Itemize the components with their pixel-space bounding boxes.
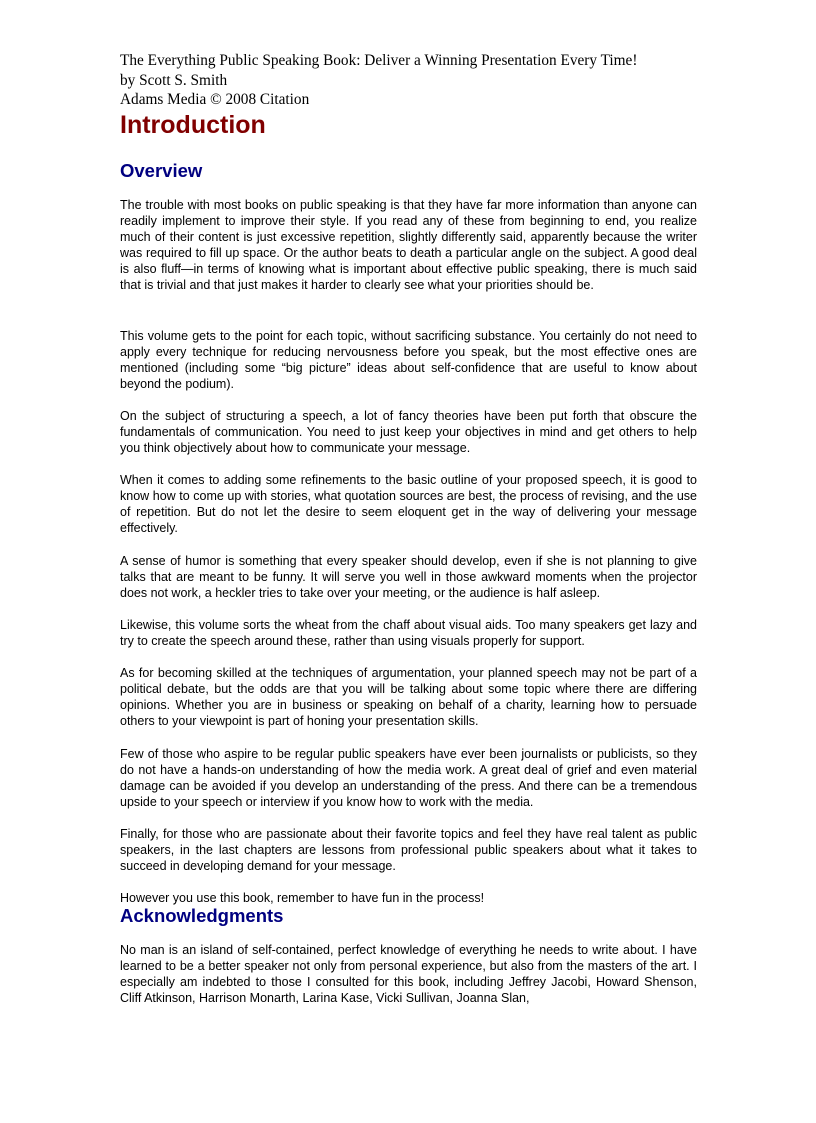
acknowledgments-paragraph: No man is an island of self-contained, perfect knowledge of everything he needs to write about. I have learned to be a better speaker not only from personal experience, but also from the masters of the art. I especially am indebted to those I consulted for this book, including Jeffrey Jacobi, Howard Shenson, Cliff Atkinson, Harrison Monarth, Larina Kase, Vicki Sullivan, Joanna Slan, [120,943,697,1005]
section-heading-acknowledgments: Acknowledgments [120,905,284,926]
overview-paragraph: On the subject of structuring a speech, a lot of fancy theories have been put forth that obscure the fundamentals of communication. You need to just keep your objectives in mind and get others to help you think objectively about how to communicate your message. [120,409,697,455]
citation-book-title: The Everything Public Speaking Book: Deliver a Winning Presentation Every Time! [120,52,638,69]
overview-paragraph: This volume gets to the point for each topic, without sacrificing substance. You certainly do not need to apply every technique for reducing nervousness before you speak, but the most effective ones are mentioned (including some “big picture” ideas about self-confidence that are useful to know about beyond the podium). [120,329,697,391]
overview-paragraph: A sense of humor is something that every speaker should develop, even if she is not planning to give talks that are meant to be funny. It will serve you well in those awkward moments when the projector does not work, a heckler tries to take over your meeting, or the audience is half asleep. [120,554,697,600]
overview-paragraph: Finally, for those who are passionate about their favorite topics and feel they have real talent as public speakers, in the last chapters are lessons from professional public speakers about what it takes to succeed in developing demand for your message. [120,827,697,873]
citation-publisher: Adams Media © 2008 Citation [120,91,310,108]
overview-paragraph: Few of those who aspire to be regular public speakers have ever been journalists or publicists, so they do not have a hands-on understanding of how the media work. A great deal of grief and even material damage can be avoided if you develop an understanding of the press. And there can be a tremendous upside to your speech or interview if you know how to work with the media. [120,747,697,809]
overview-paragraph: When it comes to adding some refinements to the basic outline of your proposed speech, it is good to know how to come up with stories, what quotation sources are best, the process of revising, and the use of repetition. But do not let the desire to seem eloquent get in the way of delivering your message effectively. [120,473,697,535]
section-heading-overview: Overview [120,160,203,181]
citation-author: by Scott S. Smith [120,71,228,89]
overview-paragraph: As for becoming skilled at the techniques of argumentation, your planned speech may not be part of a political debate, but the odds are that you will be talking about some topic where there are differing opinions. Whether you are in business or speaking on behalf of a charity, learning how to persuade others to your viewpoint is part of honing your presentation skills. [120,666,697,728]
overview-paragraph: Likewise, this volume sorts the wheat from the chaff about visual aids. Too many speakers get lazy and try to create the speech around these, rather than using visuals properly for support. [120,618,697,648]
overview-paragraph: The trouble with most books on public speaking is that they have far more information than anyone can readily implement to improve their style. If you read any of these from beginning to end, you realize much of their content is just excessive repetition, slightly differently said, apparently because the writer was required to fill up space. Or the author beats to death a particular angle on the subject. A good deal is also fluff—in terms of knowing what is important about effective public speaking, there is much said that is trivial and that just makes it harder to clearly see what your priorities should be. [120,198,697,292]
citation-block [120,51,637,110]
overview-paragraph: However you use this book, remember to have fun in the process! [120,891,485,905]
chapter-title: Introduction [120,111,266,139]
